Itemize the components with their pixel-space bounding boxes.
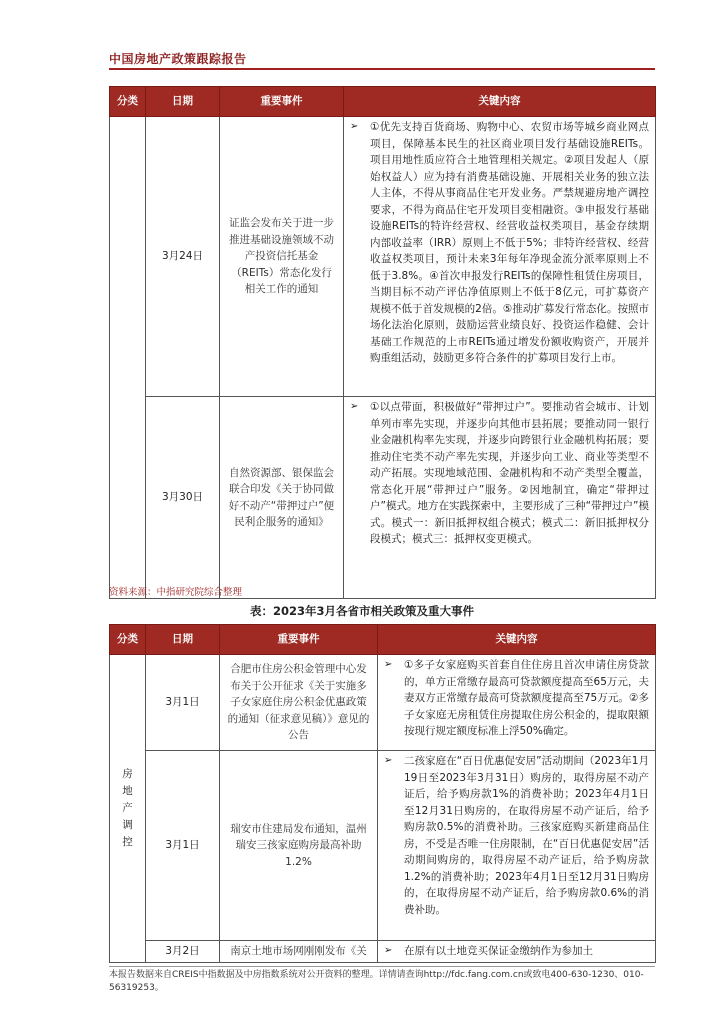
content-cell	[378, 751, 656, 941]
category-cell	[110, 117, 146, 599]
date-cell: 3月2日	[146, 941, 220, 963]
bullet-arrow-icon: ➢	[350, 401, 359, 412]
content-cell	[344, 397, 656, 599]
footer-disclaimer: 本报告数据来自CREIS中指数据及中房指数系统对公开资料的整理。详情请查询http://fdc.fang.com.cn或致电400-630-1230、010-56319253。	[109, 970, 644, 993]
table-row	[110, 751, 656, 941]
bullet-arrow-icon: ➢	[350, 121, 359, 132]
table-row	[110, 117, 656, 397]
category-cell	[110, 655, 146, 963]
table-row	[110, 941, 656, 963]
content-text: ①优先支持百货商场、购物中心、农贸市场等城乡商业网点项目，保障基本民生的社区商业项目发行基础设施REITs。项目用地性质应符合土地管理相关规定。②项目发起人（原始权益人）应为持有消费基础设施、开展相关业务的独立法人主体，不得从事商品住宅开发业务。严禁规避房地产调控要求，不得为商品住宅开发项目变相融资。③申报发行基础设施REITs的特许经营权、经营收益权类项目，基金存续期内部收益率（IRR）原则上不低于5%；非特许经营权、经营收益权类项目，预计未来3年每年净现金流分派率原则上不低于3.8%。④首次申报发行REITs的保障性租赁住房项目，当期目标不动产评估净值原则上不低于8亿元，可扩募资产规模不低于首发规模的2倍。⑤推动扩募发行常态化。按照市场化法治化原则，鼓励运营业绩良好、投资运作稳健、会计基础工作规范的上市REITs通过增发份额收购资产，开展并购重组活动，鼓励更多符合条件的扩募项目发行上市。	[370, 121, 649, 364]
table-caption: 表：2023年3月各省市相关政策及重大事件	[249, 604, 474, 618]
table-header-row	[110, 625, 656, 655]
date-cell: 3月1日	[146, 655, 220, 751]
event-cell: 瑞安市住建局发布通知，温州瑞安三孩家庭购房最高补助1.2%	[220, 751, 378, 941]
content-text: ①以点带面，积极做好“带押过户”。要推动省会城市、计划单列市率先实现，并逐步向其他市县拓展；要推动同一银行业金融机构率先实现，并逐步向跨银行业金融机构拓展；要推动住宅类不动产率先实现，并逐步向工业、商业等类型不动产拓展。实现地域范围、金融机构和不动产类型全覆盖，常态化开展“带押过户”服务。②因地制宜，确定“带押过户”模式。地方在实践探索中，主要形成了三种“带押过户”模式。模式一：新旧抵押权组合模式；模式二：新旧抵押权分段模式；模式三：抵押权变更模式。	[370, 401, 649, 545]
header-divider	[109, 68, 655, 70]
date-cell: 3月30日	[146, 397, 220, 599]
column-header-event: 重要事件	[220, 625, 378, 655]
bullet-arrow-icon: ➢	[384, 945, 393, 956]
table-row	[110, 655, 656, 751]
event-cell: 南京土地市场网刚刚发布《关	[220, 941, 378, 963]
event-cell: 合肥市住房公积金管理中心发布关于公开征求《关于实施多子女家庭住房公积金优惠政策的通知（征求意见稿）》意见的公告	[220, 655, 378, 751]
column-header-category: 分类	[110, 625, 146, 655]
content-cell	[378, 941, 656, 963]
bullet-arrow-icon: ➢	[384, 659, 393, 670]
category-label: 房地产调控	[122, 767, 133, 848]
event-cell: 自然资源部、银保监会联合印发《关于协同做好不动产“带押过户”便民利企服务的通知》	[220, 397, 344, 599]
bullet-arrow-icon: ➢	[384, 755, 393, 766]
column-header-content: 关键内容	[344, 87, 656, 117]
column-header-event: 重要事件	[220, 87, 344, 117]
policy-table-local	[109, 624, 656, 963]
column-header-category: 分类	[110, 87, 146, 117]
date-cell: 3月24日	[146, 117, 220, 397]
table-row	[110, 397, 656, 599]
content-cell	[344, 117, 656, 397]
column-header-content: 关键内容	[378, 625, 656, 655]
policy-table-national	[109, 86, 656, 599]
event-cell: 证监会发布关于进一步推进基础设施领域不动产投资信托基金（REITs）常态化发行相关工作的通知	[220, 117, 344, 397]
content-text: ①多子女家庭购买首套自住住房且首次申请住房贷款的，单方正常缴存最高可贷款额度提高至65万元，夫妻双方正常缴存最高可贷款额度提高至75万元。②多子女家庭无房租赁住房提取住房公积金的，提取限额按现行规定额度标准上浮50%确定。	[404, 659, 649, 737]
content-cell	[378, 655, 656, 751]
content-text: 二孩家庭在“百日优惠促安居”活动期间（2023年1月19日至2023年3月31日）购房的，取得房屋不动产证后，给予购房款1%的消费补助；2023年4月1日至12月31日购房的，在取得房屋不动产证后，给予购房款0.5%的消费补助。三孩家庭购买新建商品住房，不受是否唯一住房限制，在“百日优惠促安居”活动期间购房的，取得房屋不动产证后，给予购房款1.2%的消费补助；2023年4月1日至12月31日购房的，在取得房屋不动产证后，给予购房款0.6%的消费补助。	[404, 755, 649, 916]
table-header-row	[110, 87, 656, 117]
date-cell: 3月1日	[146, 751, 220, 941]
source-note: 资料来源：中指研究院综合整理	[109, 587, 243, 598]
column-header-date: 日期	[146, 87, 220, 117]
column-header-date: 日期	[146, 625, 220, 655]
report-title: 中国房地产政策跟踪报告	[109, 52, 247, 66]
footer-divider	[109, 966, 655, 967]
content-text: 在原有以土地竞买保证金缴纳作为参加土	[404, 945, 593, 957]
